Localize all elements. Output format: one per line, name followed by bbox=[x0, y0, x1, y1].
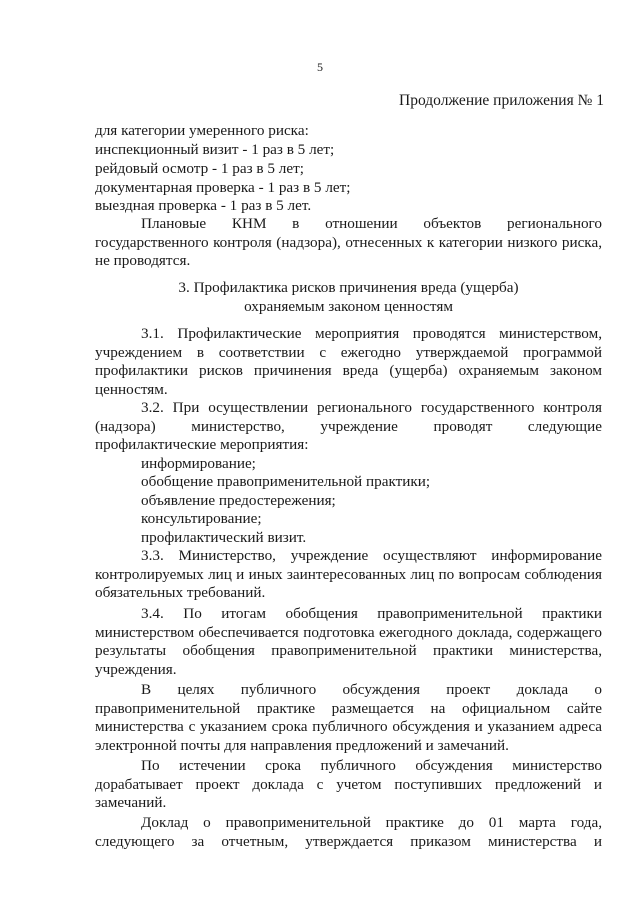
list-item: рейдовый осмотр - 1 раз в 5 лет; bbox=[95, 160, 304, 177]
paragraph-line: замечаний. bbox=[95, 794, 167, 811]
moderate-risk-intro: для категории умеренного риска: bbox=[95, 122, 309, 139]
section-title: охраняемым законом ценностям bbox=[244, 298, 453, 315]
list-item: выездная проверка - 1 раз в 5 лет. bbox=[95, 197, 312, 214]
paragraph-line: 3.3. Министерство, учреждение осуществляют информирование bbox=[141, 547, 602, 564]
paragraph-line: профилактические мероприятия: bbox=[95, 436, 309, 453]
paragraph-line: Доклад о правоприменительной практике до 01 марта года, bbox=[141, 814, 602, 831]
paragraph-line: 3.2. При осуществлении регионального государственного контроля bbox=[141, 399, 602, 416]
list-item: консультирование; bbox=[141, 510, 262, 527]
paragraph-line: 3.1. Профилактические мероприятия проводятся министерством, bbox=[141, 325, 602, 342]
paragraph-line: результаты обобщения правоприменительной практики министерства, bbox=[95, 642, 602, 659]
paragraph-line: обязательных требований. bbox=[95, 584, 266, 601]
page-number: 5 bbox=[317, 60, 323, 74]
annex-title: Продолжение приложения № 1 bbox=[399, 92, 604, 109]
paragraph-line: В целях публичного обсуждения проект доклада о bbox=[141, 681, 602, 698]
paragraph-line: По истечении срока публичного обсуждения министерство bbox=[141, 757, 602, 774]
paragraph-line: дорабатывает проект доклада с учетом поступивших предложений и bbox=[95, 776, 602, 793]
paragraph-line: 3.4. По итогам обобщения правоприменительной практики bbox=[141, 605, 602, 622]
paragraph-line: учреждением в соответствии с ежегодно утверждаемой программой bbox=[95, 344, 602, 361]
paragraph-line: электронной почты для направления предложений и замечаний. bbox=[95, 737, 509, 754]
paragraph-line: (надзора) министерство, учреждение проводят следующие bbox=[95, 418, 602, 435]
paragraph-line: контролируемых лиц и иных заинтересованных лиц по вопросам соблюдения bbox=[95, 566, 602, 583]
paragraph-line: правоприменительной практике размещается на официальном сайте bbox=[95, 700, 602, 717]
paragraph-line: министерством обеспечивается подготовка ежегодного доклада, содержащего bbox=[95, 624, 602, 641]
list-item: инспекционный визит - 1 раз в 5 лет; bbox=[95, 141, 335, 158]
list-item: информирование; bbox=[141, 455, 256, 472]
low-risk-line: не проводятся. bbox=[95, 252, 191, 269]
low-risk-line: Плановые КНМ в отношении объектов регионального bbox=[141, 215, 602, 232]
paragraph-line: министерства с указанием срока публичного обсуждения и указанием адреса bbox=[95, 718, 602, 735]
list-item: документарная проверка - 1 раз в 5 лет; bbox=[95, 179, 351, 196]
list-item: обобщение правоприменительной практики; bbox=[141, 473, 431, 490]
section-title: 3. Профилактика рисков причинения вреда (ущерба) bbox=[178, 279, 519, 296]
list-item: профилактический визит. bbox=[141, 529, 307, 546]
paragraph-line: профилактики рисков причинения вреда (ущерба) охраняемым законом bbox=[95, 362, 602, 379]
paragraph-line: учреждения. bbox=[95, 661, 177, 678]
low-risk-line: государственного контроля (надзора), отнесенных к категории низкого риска, bbox=[95, 234, 602, 251]
list-item: объявление предостережения; bbox=[141, 492, 336, 509]
paragraph-line: ценностям. bbox=[95, 381, 168, 398]
paragraph-line: следующего за отчетным, утверждается приказом министерства и bbox=[95, 833, 602, 850]
